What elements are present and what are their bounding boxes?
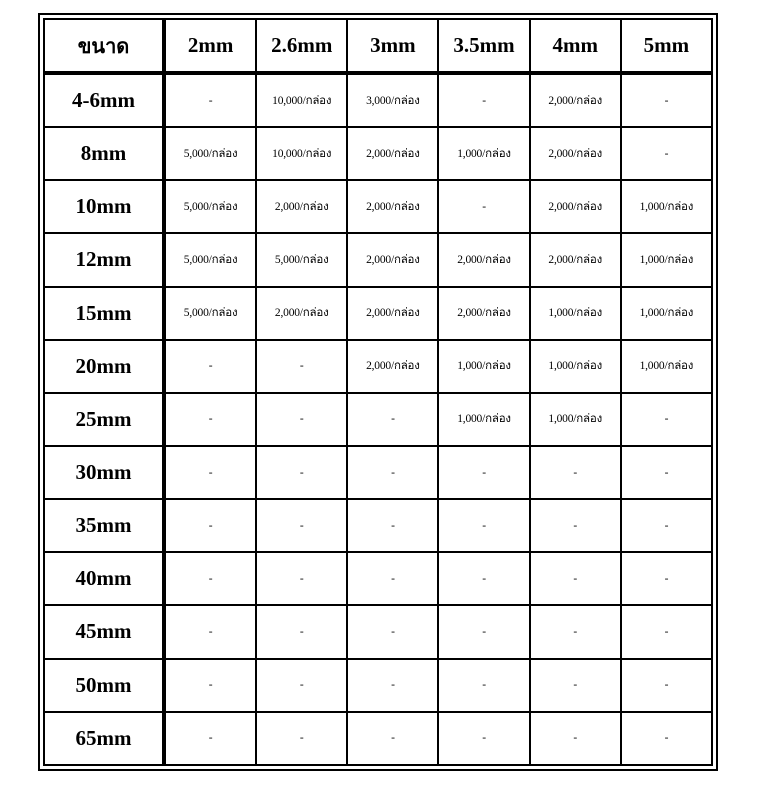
table-cell: -	[165, 499, 256, 552]
table-cell: 2,000/กล่อง	[256, 287, 347, 340]
table-cell: -	[256, 605, 347, 658]
table-row	[44, 127, 712, 180]
table-cell: 5,000/กล่อง	[165, 233, 256, 286]
table-cell: -	[530, 712, 621, 765]
table-cell: 5,000/กล่อง	[165, 180, 256, 233]
row-size-label: 15mm	[44, 287, 165, 340]
row-size-label: 30mm	[44, 446, 165, 499]
row-size-label: 50mm	[44, 659, 165, 712]
table-row	[44, 233, 712, 286]
table-row	[44, 659, 712, 712]
table-cell: -	[438, 659, 529, 712]
table-cell: 1,000/กล่อง	[621, 340, 712, 393]
table-cell: -	[165, 605, 256, 658]
table-cell: -	[165, 74, 256, 127]
table-cell: -	[530, 552, 621, 605]
table-cell: -	[438, 180, 529, 233]
table-cell: 1,000/กล่อง	[621, 233, 712, 286]
table-cell: -	[530, 499, 621, 552]
table-cell: 2,000/กล่อง	[438, 233, 529, 286]
table-cell: -	[165, 659, 256, 712]
table-cell: -	[621, 552, 712, 605]
table-cell: -	[165, 552, 256, 605]
table-cell: -	[621, 393, 712, 446]
table-cell: -	[256, 712, 347, 765]
table-cell: 2,000/กล่อง	[347, 340, 438, 393]
table-cell: -	[621, 605, 712, 658]
table-cell: -	[438, 552, 529, 605]
table-frame	[38, 13, 718, 771]
table-body	[44, 74, 712, 765]
table-cell: -	[530, 659, 621, 712]
table-cell: -	[621, 127, 712, 180]
header-row	[44, 19, 712, 74]
table-cell: -	[256, 552, 347, 605]
table-row	[44, 446, 712, 499]
table-cell: 10,000/กล่อง	[256, 127, 347, 180]
table-row	[44, 74, 712, 127]
table-cell: -	[438, 74, 529, 127]
table-cell: -	[256, 499, 347, 552]
table-row	[44, 552, 712, 605]
table-cell: 2,000/กล่อง	[530, 127, 621, 180]
table-cell: -	[347, 605, 438, 658]
table-cell: -	[621, 499, 712, 552]
table-cell: -	[347, 659, 438, 712]
table-cell: -	[256, 659, 347, 712]
row-size-label: 40mm	[44, 552, 165, 605]
table-row	[44, 499, 712, 552]
table-cell: 1,000/กล่อง	[438, 393, 529, 446]
table-cell: 2,000/กล่อง	[438, 287, 529, 340]
table-row	[44, 340, 712, 393]
table-row	[44, 393, 712, 446]
table-cell: -	[621, 74, 712, 127]
header-3-5mm: 3.5mm	[438, 19, 529, 74]
table-row	[44, 605, 712, 658]
header-4mm: 4mm	[530, 19, 621, 74]
table-cell: -	[347, 712, 438, 765]
table-cell: 1,000/กล่อง	[530, 393, 621, 446]
table-cell: 10,000/กล่อง	[256, 74, 347, 127]
table-cell: -	[165, 393, 256, 446]
header-3mm: 3mm	[347, 19, 438, 74]
row-size-label: 4-6mm	[44, 74, 165, 127]
row-size-label: 25mm	[44, 393, 165, 446]
table-cell: 1,000/กล่อง	[530, 287, 621, 340]
table-cell: 5,000/กล่อง	[165, 287, 256, 340]
table-cell: 2,000/กล่อง	[256, 180, 347, 233]
table-row	[44, 712, 712, 765]
row-size-label: 10mm	[44, 180, 165, 233]
table-cell: -	[621, 446, 712, 499]
table-cell: 2,000/กล่อง	[530, 233, 621, 286]
header-5mm: 5mm	[621, 19, 712, 74]
table-cell: 1,000/กล่อง	[621, 180, 712, 233]
row-size-label: 45mm	[44, 605, 165, 658]
table-cell: -	[438, 712, 529, 765]
table-cell: 5,000/กล่อง	[165, 127, 256, 180]
row-size-label: 65mm	[44, 712, 165, 765]
table-cell: -	[530, 446, 621, 499]
table-cell: -	[165, 446, 256, 499]
table-cell: 2,000/กล่อง	[347, 287, 438, 340]
table-cell: -	[530, 605, 621, 658]
row-size-label: 35mm	[44, 499, 165, 552]
table-cell: 3,000/กล่อง	[347, 74, 438, 127]
header-size: ขนาด	[44, 19, 165, 74]
size-price-table	[43, 18, 713, 766]
table-cell: 2,000/กล่อง	[530, 74, 621, 127]
table-cell: -	[256, 340, 347, 393]
table-cell: 2,000/กล่อง	[347, 127, 438, 180]
table-cell: 1,000/กล่อง	[438, 127, 529, 180]
table-row	[44, 287, 712, 340]
table-cell: -	[438, 446, 529, 499]
table-row	[44, 180, 712, 233]
table-cell: 5,000/กล่อง	[256, 233, 347, 286]
table-cell: 2,000/กล่อง	[530, 180, 621, 233]
header-2-6mm: 2.6mm	[256, 19, 347, 74]
table-cell: 1,000/กล่อง	[438, 340, 529, 393]
table-cell: 2,000/กล่อง	[347, 180, 438, 233]
table-cell: -	[165, 340, 256, 393]
table-cell: -	[347, 552, 438, 605]
table-cell: -	[438, 499, 529, 552]
table-cell: 2,000/กล่อง	[347, 233, 438, 286]
table-cell: -	[438, 605, 529, 658]
table-cell: 1,000/กล่อง	[621, 287, 712, 340]
table-cell: -	[347, 393, 438, 446]
table-cell: -	[621, 659, 712, 712]
table-cell: -	[256, 393, 347, 446]
table-cell: -	[621, 712, 712, 765]
row-size-label: 8mm	[44, 127, 165, 180]
table-cell: -	[165, 712, 256, 765]
table-cell: -	[256, 446, 347, 499]
table-cell: -	[347, 499, 438, 552]
row-size-label: 12mm	[44, 233, 165, 286]
row-size-label: 20mm	[44, 340, 165, 393]
table-cell: -	[347, 446, 438, 499]
header-2mm: 2mm	[165, 19, 256, 74]
table-cell: 1,000/กล่อง	[530, 340, 621, 393]
